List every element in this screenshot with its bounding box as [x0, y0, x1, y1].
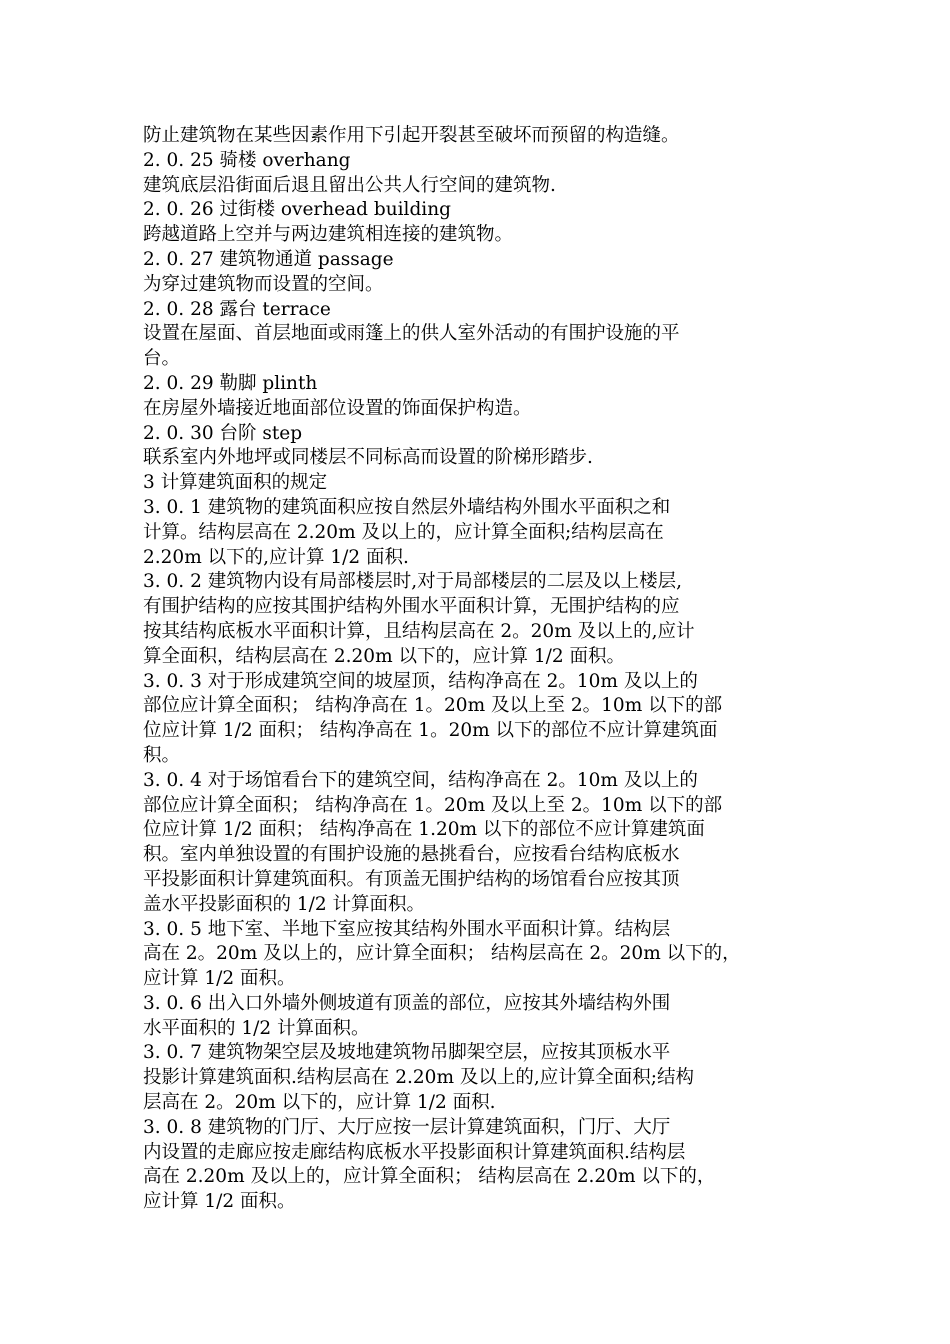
text-line: 高在 2。20m 及以上的，应计算全面积； 结构层高在 2。20m 以下的， [143, 943, 741, 965]
text-line: 部位应计算全面积； 结构净高在 1。20m 及以上至 2。10m 以下的部 [143, 794, 723, 816]
text-line: 算全面积，结构层高在 2.20m 以下的，应计算 1/2 面积。 [143, 645, 626, 667]
text-line: 台。 [143, 348, 181, 370]
text-line: 3. 0. 5 地下室、半地下室应按其结构外围水平面积计算。结构层 [143, 918, 671, 940]
text-line: 有围护结构的应按其围护结构外围水平面积计算，无围护结构的应 [143, 596, 680, 618]
clause-heading: 2. 0. 28 露台 terrace [143, 298, 331, 320]
text-line: 跨越道路上空并与两边建筑相连接的建筑物。 [143, 224, 514, 246]
text-line: 应计算 1/2 面积。 [143, 1191, 296, 1213]
text-line: 盖水平投影面积的 1/2 计算面积。 [143, 893, 426, 915]
text-line: 位应计算 1/2 面积； 结构净高在 1。20m 以下的部位不应计算建筑面 [143, 720, 718, 742]
text-line: 联系室内外地坪或同楼层不同标高而设置的阶梯形踏步. [143, 447, 593, 469]
text-line: 积。 [143, 744, 181, 766]
clause-heading: 2. 0. 25 骑楼 overhang [143, 149, 351, 171]
text-line: 计算。结构层高在 2.20m 及以上的，应计算全面积;结构层高在 [143, 521, 664, 543]
clause-heading: 2. 0. 29 勒脚 plinth [143, 372, 318, 394]
document-page [143, 124, 823, 1215]
text-line: 3. 0. 1 建筑物的建筑面积应按自然层外墙结构外围水平面积之和 [143, 496, 671, 518]
text-line: 3. 0. 8 建筑物的门厅、大厅应按一层计算建筑面积，门厅、大厅 [143, 1116, 671, 1138]
text-line: 应计算 1/2 面积。 [143, 968, 296, 990]
text-line: 3. 0. 7 建筑物架空层及坡地建筑物吊脚架空层，应按其顶板水平 [143, 1042, 671, 1064]
text-line: 内设置的走廊应按走廊结构底板水平投影面积计算建筑面积.结构层 [143, 1141, 686, 1163]
text-line: 水平面积的 1/2 计算面积。 [143, 1017, 370, 1039]
text-line: 平投影面积计算建筑面积。有顶盖无围护结构的场馆看台应按其顶 [143, 868, 680, 890]
clause-heading: 2. 0. 26 过街楼 overhead building [143, 199, 451, 221]
text-line: 投影计算建筑面积.结构层高在 2.20m 及以上的,应计算全面积;结构 [143, 1067, 694, 1089]
text-line: 3. 0. 4 对于场馆看台下的建筑空间，结构净高在 2。10m 及以上的 [143, 769, 698, 791]
clause-heading: 2. 0. 30 台阶 step [143, 422, 303, 444]
text-line: 高在 2.20m 及以上的，应计算全面积； 结构层高在 2.20m 以下的， [143, 1166, 716, 1188]
text-line: 为穿过建筑物而设置的空间。 [143, 273, 384, 295]
section-heading: 3 计算建筑面积的规定 [143, 472, 328, 494]
text-line: 3. 0. 6 出入口外墙外侧坡道有顶盖的部位，应按其外墙结构外围 [143, 992, 671, 1014]
text-line: 防止建筑物在某些因素作用下引起开裂甚至破坏而预留的构造缝。 [143, 125, 680, 146]
text-line: 在房屋外墙接近地面部位设置的饰面保护构造。 [143, 397, 532, 419]
text-line: 2.20m 以下的,应计算 1/2 面积. [143, 546, 409, 568]
text-line: 部位应计算全面积； 结构净高在 1。20m 及以上至 2。10m 以下的部 [143, 695, 723, 717]
clause-heading: 2. 0. 27 建筑物通道 passage [143, 248, 394, 270]
text-line: 按其结构底板水平面积计算，且结构层高在 2。20m 及以上的,应计 [143, 620, 695, 642]
text-line: 设置在屋面、首层地面或雨篷上的供人室外活动的有围护设施的平 [143, 323, 680, 345]
text-line: 建筑底层沿街面后退且留出公共人行空间的建筑物. [143, 174, 556, 196]
text-line: 位应计算 1/2 面积； 结构净高在 1.20m 以下的部位不应计算建筑面 [143, 819, 705, 841]
text-line: 3. 0. 3 对于形成建筑空间的坡屋顶，结构净高在 2。10m 及以上的 [143, 670, 698, 692]
text-line: 层高在 2。20m 以下的，应计算 1/2 面积. [143, 1092, 496, 1114]
text-line: 3. 0. 2 建筑物内设有局部楼层时,对于局部楼层的二层及以上楼层, [143, 571, 682, 593]
text-line: 积。室内单独设置的有围护设施的悬挑看台，应按看台结构底板水 [143, 844, 680, 866]
